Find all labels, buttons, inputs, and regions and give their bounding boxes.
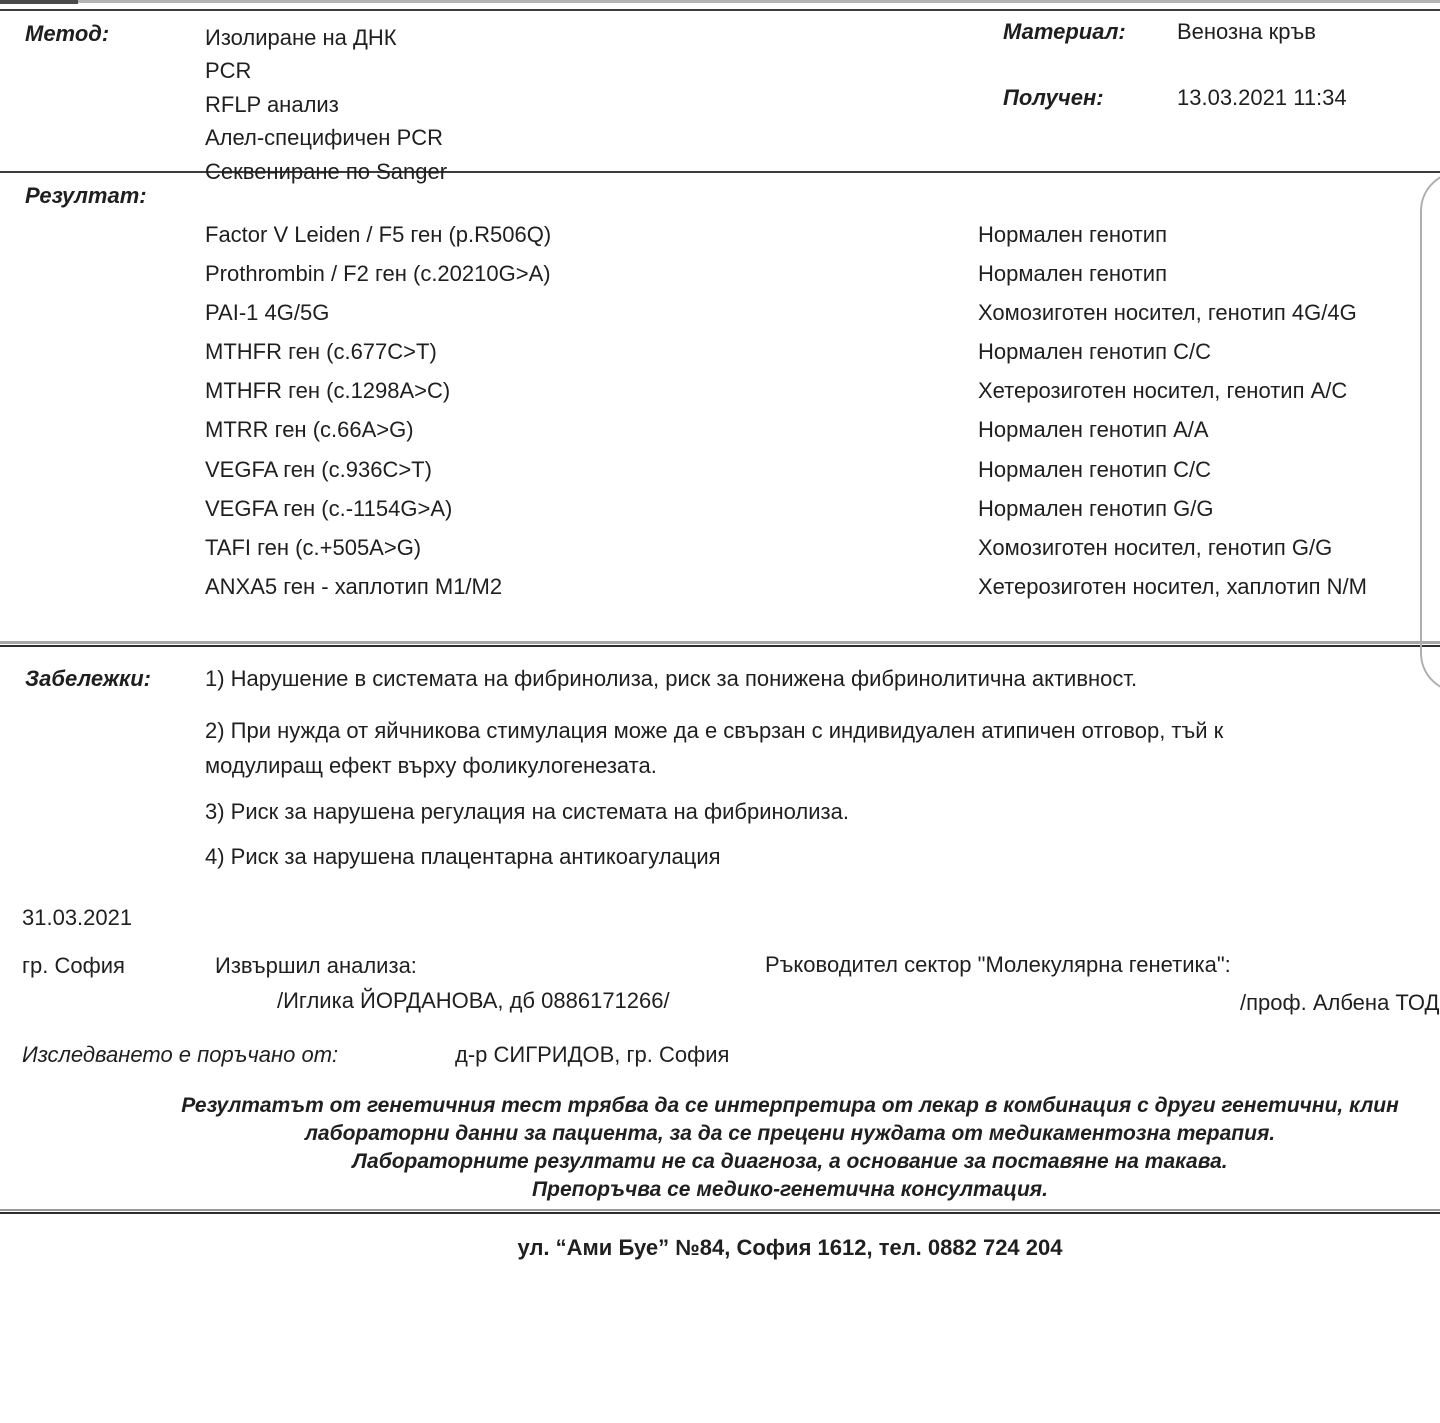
method-line: RFLP анализ xyxy=(205,91,339,117)
test-result: Нормален генотип G/G xyxy=(978,495,1214,521)
method-label: Метод: xyxy=(25,21,110,46)
disclaimer-line: Резултатът от генетичния тест трябва да се интерпретира от лекар в комбинация с други генетични, клин xyxy=(181,1094,1399,1117)
test-result: Хетерозиготен носител, генотип A/C xyxy=(978,378,1348,404)
test-name: MTHFR ген (c.1298A>C) xyxy=(205,378,451,404)
test-result: Нормален генотип A/A xyxy=(978,417,1209,443)
test-result: Нормален генотип C/C xyxy=(978,456,1212,482)
disclaimer-line: Лабораторните резултати не са диагноза, а основание за поставяне на такава. xyxy=(352,1150,1228,1173)
test-name: ANXA5 ген - хаплотип M1/M2 xyxy=(205,573,503,599)
test-name: TAFI ген (c.+505A>G) xyxy=(205,534,422,560)
test-name: VEGFA ген (c.-1154G>A) xyxy=(205,495,453,521)
test-name: Prothrombin / F2 ген (c.20210G>A) xyxy=(205,261,551,287)
table-row xyxy=(205,457,1440,496)
method-line: Алел-специфичен PCR xyxy=(205,125,444,151)
head-of-sector-label: Ръководител сектор "Молекулярна генетика": xyxy=(765,952,1231,977)
test-result: Хомозиготен носител, генотип G/G xyxy=(978,534,1333,560)
test-name: Factor V Leiden / F5 ген (p.R506Q) xyxy=(205,222,552,247)
issue-city: гр. София xyxy=(22,953,125,978)
disclaimer-line: лабораторни данни за пациента, за да се прецени нуждата от медикаментозна терапия. xyxy=(304,1122,1276,1145)
method-line: PCR xyxy=(205,58,252,84)
notes-list xyxy=(205,666,1440,881)
note-3: 3) Риск за нарушена регулация на системата на фибринолиза. xyxy=(205,799,849,824)
result-label: Резултат: xyxy=(25,183,147,208)
disclaimer xyxy=(0,1092,1440,1204)
divider-result-notes-gray xyxy=(0,641,1440,644)
received-label: Получен: xyxy=(1003,85,1104,110)
material-value: Венозна кръв xyxy=(1177,19,1316,44)
note-1: 1) Нарушение в системата на фибринолиза, риск за понижена фибринолитична активност. xyxy=(205,666,1138,691)
performed-by-label: Извършил анализа: xyxy=(215,953,417,978)
test-name: VEGFA ген (c.936C>T) xyxy=(205,456,432,482)
ordered-by-label: Изследването е поръчано от: xyxy=(22,1042,339,1067)
notes-label: Забележки: xyxy=(25,666,151,691)
received-value: 13.03.2021 11:34 xyxy=(1177,85,1347,110)
divider-result-notes-dark xyxy=(0,645,1440,647)
test-name: PAI-1 4G/5G xyxy=(205,300,330,326)
footer-address: ул. “Ами Буе” №84, София 1612, тел. 0882 724 204 xyxy=(517,1235,1063,1260)
test-result: Хетерозиготен носител, хаплотип N/M xyxy=(978,573,1367,599)
method-lines xyxy=(205,21,447,188)
ordered-by-value: д-р СИГРИДОВ, гр. София xyxy=(455,1042,730,1067)
table-row xyxy=(205,496,1440,535)
divider-top xyxy=(0,9,1440,11)
performed-by-signature: /Иглика ЙОРДАНОВА, дб 0886171266/ xyxy=(277,988,670,1013)
test-result: Хомозиготен носител, генотип 4G/4G xyxy=(978,300,1357,326)
note-2-line-2: модулиращ ефект върху фоликулогенезата. xyxy=(205,753,657,778)
table-row xyxy=(205,261,1440,300)
table-row xyxy=(205,417,1440,456)
test-result: Нормален генотип xyxy=(978,261,1168,287)
top-edge-line-dark-segment xyxy=(0,0,78,4)
method-line: Изолиране на ДНК xyxy=(205,25,397,50)
method-line: Секвениране по Sanger xyxy=(205,158,448,184)
table-row xyxy=(205,574,1440,613)
top-edge-line xyxy=(0,0,1440,3)
issue-date: 31.03.2021 xyxy=(22,905,133,930)
test-name: MTRR ген (c.66A>G) xyxy=(205,417,414,443)
table-row xyxy=(205,222,1440,261)
material-label: Материал: xyxy=(1003,19,1126,44)
table-row xyxy=(205,339,1440,378)
test-result: Нормален генотип xyxy=(978,222,1168,247)
divider-footer-dark xyxy=(0,1212,1440,1214)
table-row xyxy=(205,535,1440,574)
disclaimer-line: Препоръчва се медико-генетична консултация. xyxy=(532,1178,1048,1201)
divider-footer-gray xyxy=(0,1209,1440,1211)
test-result: Нормален генотип C/C xyxy=(978,339,1212,365)
table-row xyxy=(205,300,1440,339)
results-table xyxy=(205,222,1440,613)
head-of-sector-signature: /проф. Албена ТОД xyxy=(1240,990,1440,1015)
table-row xyxy=(205,378,1440,417)
right-overlay-panel-edge xyxy=(1420,171,1440,693)
note-2-line-1: 2) При нужда от яйчникова стимулация може да е свързан с индивидуален атипичен отговор, тъй к xyxy=(205,718,1224,743)
test-name: MTHFR ген (c.677C>T) xyxy=(205,339,437,365)
note-4: 4) Риск за нарушена плацентарна антикоагулация xyxy=(205,844,721,869)
